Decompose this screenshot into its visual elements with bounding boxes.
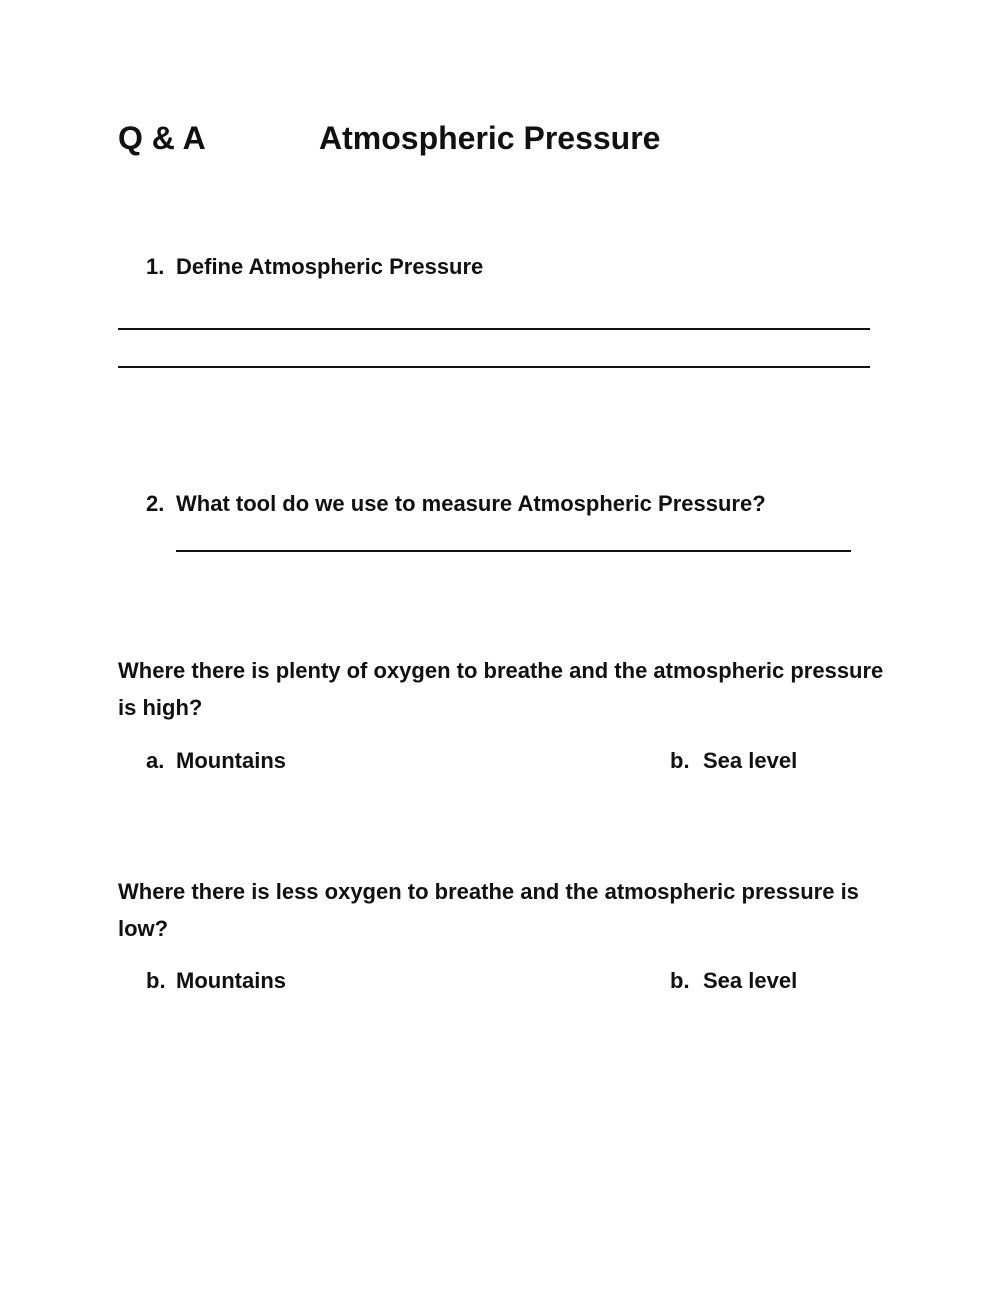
question-4-option-b[interactable]: Sea level	[703, 968, 798, 993]
question-4-text: Where there is less oxygen to breathe and the atmospheric pressure is low?	[118, 879, 859, 941]
question-3-option-b[interactable]: Sea level	[703, 748, 798, 773]
question-1-text: Define Atmospheric Pressure	[176, 254, 484, 279]
question-3-option-a[interactable]: Mountains	[176, 748, 286, 773]
question-2-number: 2.	[146, 491, 165, 516]
answer-line-2[interactable]	[118, 366, 870, 368]
section-label: Q & A	[118, 120, 206, 156]
question-3-text: Where there is plenty of oxygen to breathe and the atmospheric pressure is high?	[118, 658, 884, 720]
question-2-text: What tool do we use to measure Atmospheric Pressure?	[176, 491, 766, 516]
question-4-option-a[interactable]: Mountains	[176, 968, 286, 993]
question-4-option-b-letter: b.	[670, 968, 690, 993]
page-title: Atmospheric Pressure	[319, 120, 661, 156]
question-3-option-a-letter: a.	[146, 748, 165, 773]
question-4-option-a-letter: b.	[146, 968, 166, 993]
question-1-number: 1.	[146, 254, 165, 279]
answer-line-1[interactable]	[118, 328, 870, 330]
question-3-option-b-letter: b.	[670, 748, 690, 773]
answer-line-3[interactable]	[176, 550, 851, 552]
